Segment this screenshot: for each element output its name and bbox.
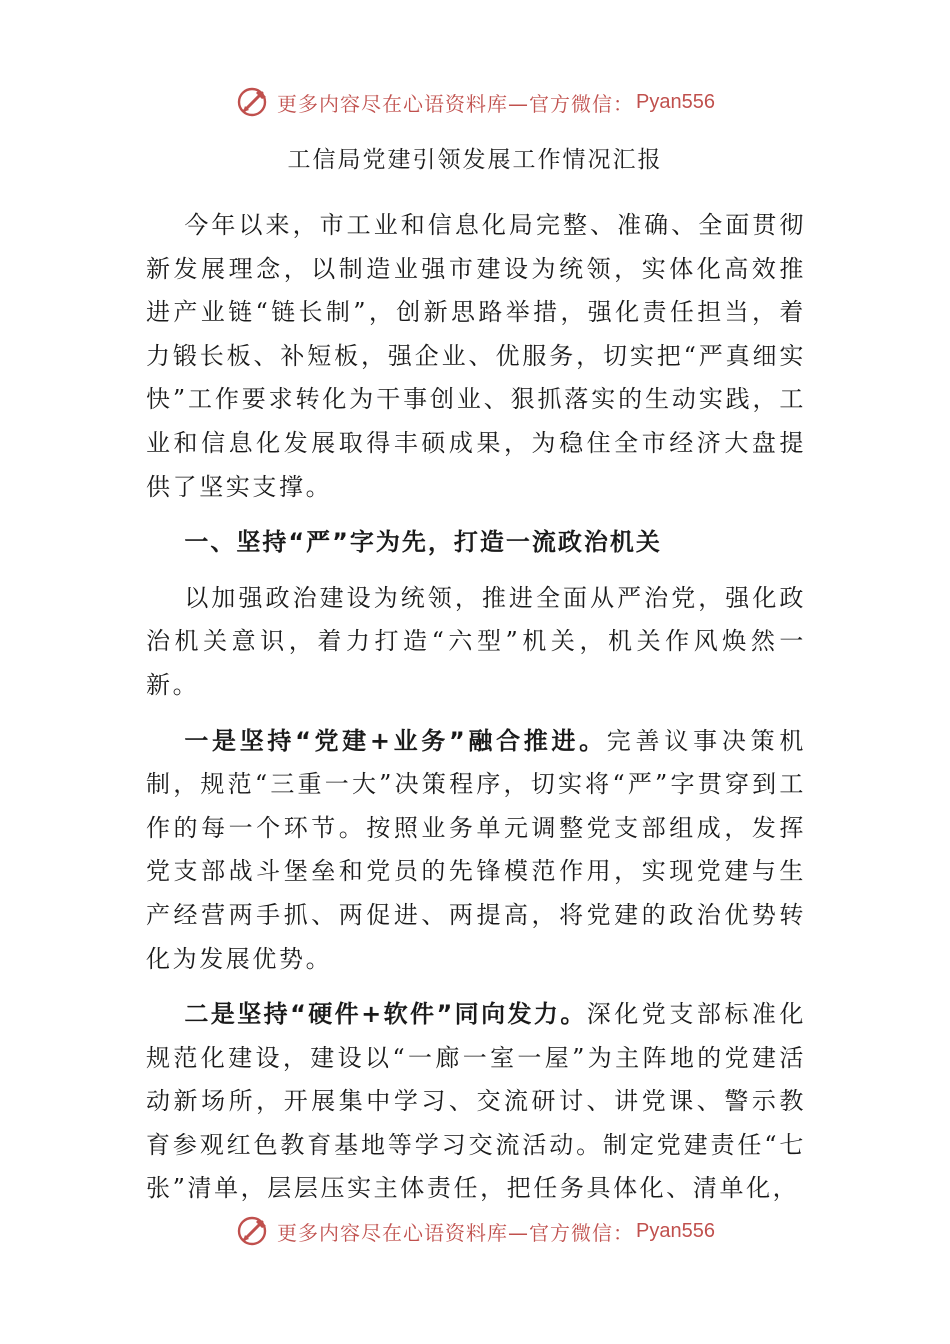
item-two-paragraph [146,993,806,1211]
section-heading: 一、坚持“严”字为先，打造一流政治机关 [184,528,662,557]
intro-paragraph: 今年以来，市工业和信息化局完整、准确、全面贯彻新发展理念，以制造业强市建设为统领，实体化高效推进产业链“链长制”，创新思路举措，强化责任担当，着力锻长板、补短板，强企业、优服务，切实把“严真细实快”工作要求转化为干事创业、狠抓落实的生动实践，工业和信息化发展取得丰硕成果，为稳住全市经济大盘提供了坚实支撑。 [146,211,806,501]
header-watermark [0,82,950,122]
watermark-text: 更多内容尽在心语资料库—官方微信： [277,91,635,116]
item-two-lead: 二是坚持“硬件+软件”同向发力。 [184,1000,587,1029]
footer-watermark [0,1211,950,1251]
item-one-body: 完善议事决策机制，规范“三重一大”决策程序，切实将“严”字贯穿到工作的每一个环节。按照业务单元调整党支部组成，发挥党支部战斗堡垒和党员的先锋模范作用，实现党建与生产经营两手抓、两促进、两提高，将党建的政治优势转化为发展优势。 [146,726,807,973]
pen-logo-icon [235,1213,271,1249]
item-two-body: 深化党支部标准化规范化建设，建设以“一廊一室一屋”为主阵地的党建活动新场所，开展集中学习、交流研讨、讲党课、警示教育参观红色教育基地等学习交流活动。制定党建责任“七张”清单，层层压实主体责任，把任务具体化、清单化， [146,1000,806,1203]
item-one-lead: 一是坚持“党建+业务”融合推进。 [184,726,607,755]
wechat-id: Pyan556 [636,1219,715,1242]
pen-logo-icon [235,84,271,120]
wechat-id: Pyan556 [636,90,715,113]
document-body [146,204,806,1211]
section-intro-paragraph: 以加强政治建设为统领，推进全面从严治党，强化政治机关意识，着力打造“六型”机关，机关作风焕然一新。 [146,583,806,699]
watermark-text: 更多内容尽在心语资料库—官方微信： [277,1220,635,1245]
item-one-paragraph [146,720,806,982]
document-title: 工信局党建引领发展工作情况汇报 [287,147,663,173]
